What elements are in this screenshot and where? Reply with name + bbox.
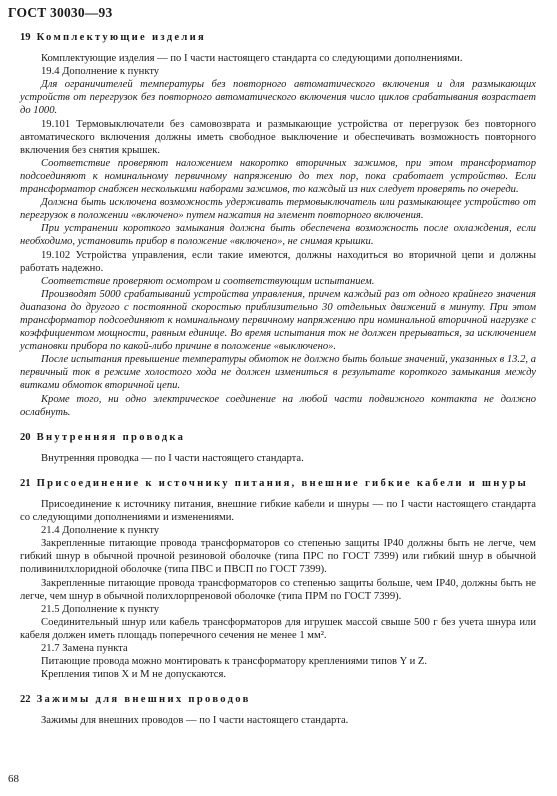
paragraph: 19.101 Термовыключатели без самовозврата и размыкающие устройства от перегрузок без повторного автоматического включения должны иметь свободное выключение и обеспечивать возможность повторного включения без снятия крышек. <box>20 118 536 156</box>
clause-label: 21.4 Дополнение к пункту <box>41 525 160 537</box>
paragraph: Закрепленные питающие провода трансформаторов со степенью защиты IP40 должны быть не легче, чем гибкий шнур в обычной прочной резиновой оболочке (типа ПРС по ГОСТ 7399) или гибкий шнур в обычной поливинилхлоридной оболочке (типа ПВС и ПВСП по ГОСТ 7399). <box>20 538 536 576</box>
section-heading-22 <box>20 693 536 706</box>
section-number: 22 <box>20 694 31 706</box>
section-title: Внутренняя проводка <box>36 431 186 443</box>
section-number: 19 <box>20 32 31 43</box>
paragraph-italic: Производят 5000 срабатываний устройства управления, причем каждый раз от одного крайнего значения диапазона до другого с постоянной скоростью приблизительно 30 отдельных движений в минуту. При этом трансформатор подсоединяют к номинальному первичному напряжению при номинальной вторичной нагрузке с коэффициентом мощности, равным единице. Во время испытания ток не должен прерываться, за исключением установки прибора по какой-либо причине в положение «выключено». <box>20 288 536 353</box>
clause-label: 19.4 Дополнение к пункту <box>41 66 160 78</box>
page-number: 68 <box>8 773 19 785</box>
paragraph-italic: Соответствие проверяют наложением накоротко вторичных зажимов, при этом трансформатор подсоединяют к номинальному первичному напряжению до тех пор, пока сработает устройство. Если трансформатор снабжен несколькими наборами зажимов, то каждый из них следует проверять по очереди. <box>20 157 536 196</box>
paragraph: Зажимы для внешних проводов — по I части настоящего стандарта. <box>41 715 349 727</box>
section-heading-19 <box>20 31 536 44</box>
paragraph-italic: Должна быть исключена возможность удерживать термовыключатель или размыкающее устройство от перегрузок в положении «включено» путем нажатия на элемент повторного включения. <box>20 197 536 222</box>
paragraph: Закрепленные питающие провода трансформаторов со степенью защиты больше, чем IP40, должны быть не легче, чем шнур в обычной полихлорпреновой оболочке (типа ПРМ по ГОСТ 7399). <box>20 577 536 602</box>
section-heading-20 <box>20 431 536 444</box>
section-number: 20 <box>20 431 31 443</box>
section-title: Комплектующие изделия <box>36 32 207 43</box>
paragraph-italic: При устранении короткого замыкания должна быть обеспечена возможность после охлаждения, если необходимо, установить прибор в положение «включено», не снимая крышки. <box>20 223 536 248</box>
document-body <box>20 31 536 728</box>
paragraph-italic: Соответствие проверяют осмотром и соответствующим испытанием. <box>41 275 375 287</box>
paragraph: Крепления типов X и M не допускаются. <box>41 669 227 681</box>
clause-label: 21.5 Дополнение к пункту <box>41 603 160 615</box>
paragraph: Питающие провода можно монтировать к трансформатору креплениями типов Y и Z. <box>41 656 428 668</box>
section-title: Присоединение к источнику питания, внешние гибкие кабели и шнуры <box>36 477 529 489</box>
paragraph: 19.102 Устройства управления, если такие имеются, должны находиться во вторичной цепи и должны работать надежно. <box>20 249 536 274</box>
running-header: ГОСТ 30030—93 <box>8 5 113 20</box>
paragraph-italic: После испытания превышение температуры обмоток не должно быть больше значений, указанных в 13.2, а первичный ток в режиме холостого хода не должен измениться в результате короткого замыкания между витками обмоток вторичной цепи. <box>20 354 536 392</box>
section-heading-21 <box>20 477 536 490</box>
paragraph: Присоединение к источнику питания, внешние гибкие кабели и шнуры — по I части настоящего стандарта со следующими дополнениями и изменениями. <box>20 499 536 524</box>
section-number: 21 <box>20 477 31 489</box>
section-title: Зажимы для внешних проводов <box>36 694 251 706</box>
clause-label: 21.7 Замена пункта <box>41 643 128 655</box>
paragraph-italic: Для ограничителей температуры без повторного автоматического включения и для размыкающих устройств от перегрузок без повторного автоматического включения число циклов срабатывания возрастает до 1000. <box>20 79 536 117</box>
paragraph-italic: Кроме того, ни одно электрическое соединение на любой части подвижного контакта не должно ослабнуть. <box>20 393 536 418</box>
paragraph: Соединительный шнур или кабель трансформаторов для игрушек массой свыше 500 г без учета шнура или кабеля должен иметь площадь поперечного сечения не менее 1 мм². <box>20 616 536 641</box>
paragraph: Комплектующие изделия — по I части настоящего стандарта со следующими дополнениями. <box>41 53 463 65</box>
paragraph: Внутренняя проводка — по I части настоящего стандарта. <box>41 452 304 464</box>
